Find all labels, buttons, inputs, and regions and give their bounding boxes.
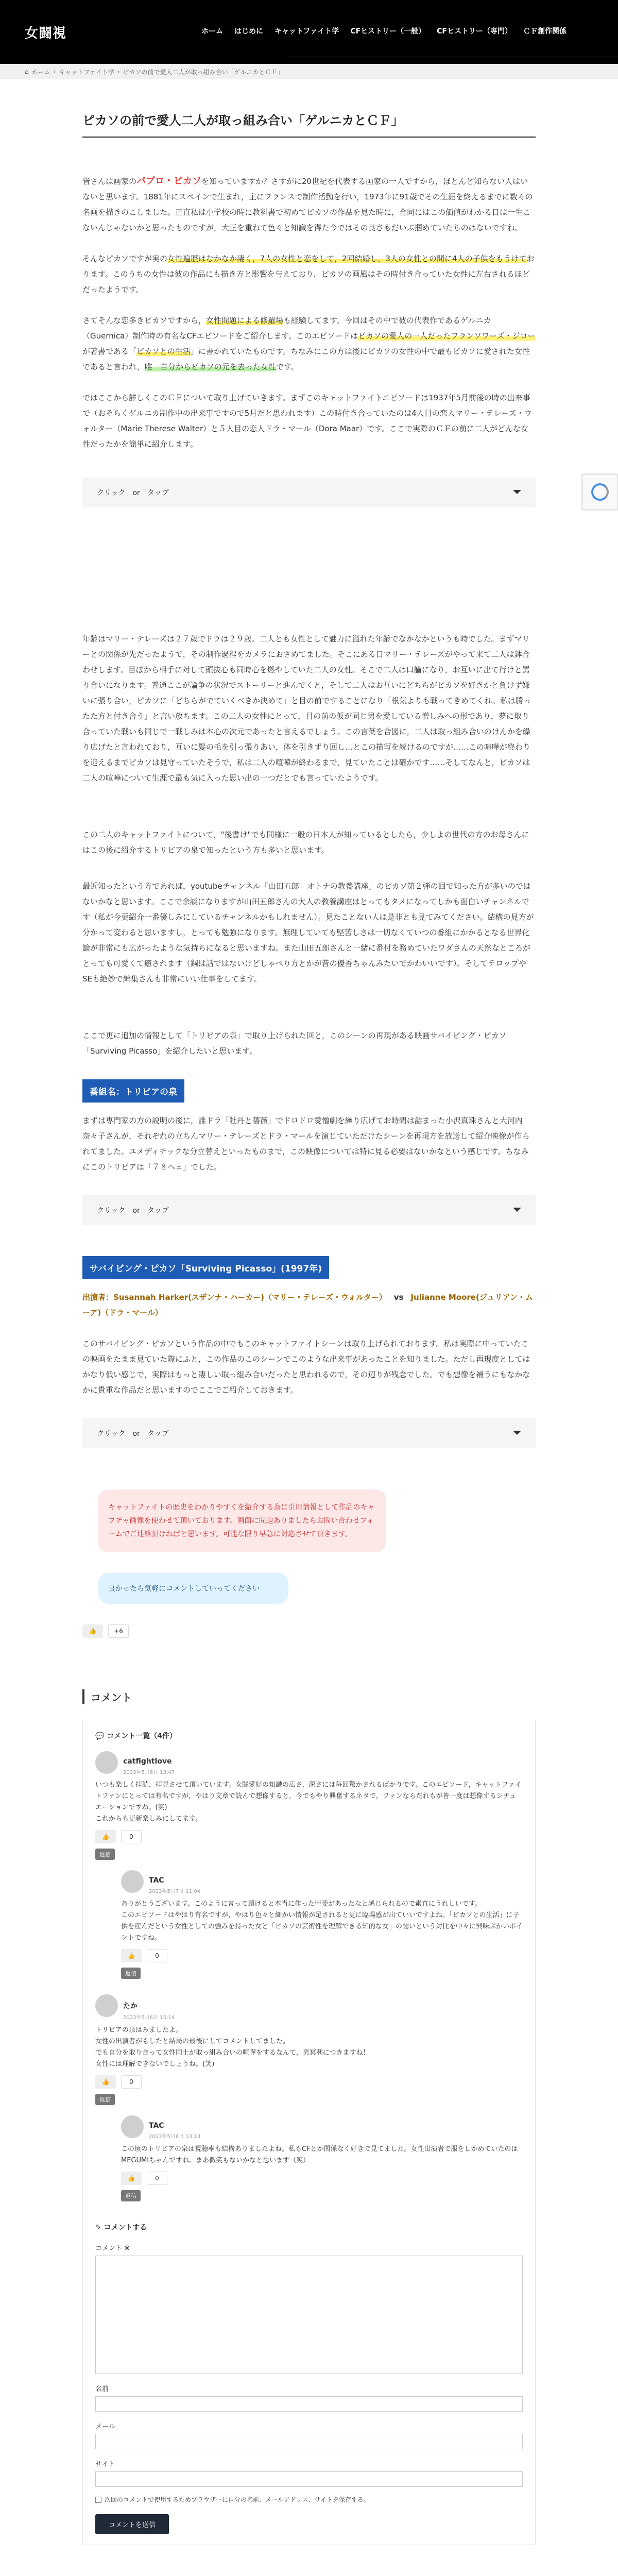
comment-date: 2023年5月6日 15:14 bbox=[123, 2015, 175, 2021]
avatar bbox=[95, 1751, 118, 1774]
submit-comment-button[interactable]: コメントを送信 bbox=[95, 2514, 169, 2534]
like-count: +6 bbox=[108, 1624, 129, 1638]
email-field-label: メール bbox=[95, 2423, 115, 2431]
avatar bbox=[95, 1994, 118, 2017]
movie-heading: サバイビング・ピカソ「Surviving Picasso」(1997年) bbox=[82, 1256, 329, 1279]
comment-section bbox=[82, 1658, 536, 2545]
main-content bbox=[82, 110, 536, 2545]
story-paragraph-3: 最近知ったという方であれば，youtubeチャンネル「山田五郎 オトナの教養講座」のピカソ第２弾の回で知った方が多いのではないかなと思います。ここで余談になりますが山田五郎さんの大人の教養講座はとってもタメになってしかも面白いチャンネルです（私が今更紹介一番優しみにしているチャンネルかもしれません）。見たことない人は是非とも見てみてください。結構の見方が分かって変わると思いますし，とっても勉強になります。無理していても堅苦しさは一切なくていつの番組にかかるとなる世界化論が非常にも広がったような気持ちになると思いますね。また山田五郎さんと一緒に番付を務めていたワダさんの天然なところがとっても可愛くて癒されます（鋼は話ではないけどしゃべり方とかが昔の優香ちゃんみたいでかわいいです）。そしてテロップやSEも絶妙で編集さんも非常にいい仕事をしてます。 bbox=[82, 882, 534, 984]
email-field[interactable] bbox=[95, 2434, 523, 2449]
comment-count: 💬 コメント一覧（4件） bbox=[95, 1732, 177, 1740]
comment-list bbox=[82, 1720, 536, 2545]
comment-text: ありがとうございます。このように言って頂けると本当に作った甲斐があったなと感じられるので素直にうれしいです。 このエピソードはやはり有名ですが，やはり色々と細かい情報が足されると更に臨場感が出ていいですよね。「ピカソとの生活」に子供を産んだという女性としての強みを持った女と「ピカソの芸術性を理解できる知的な女」の闘いという対比を中々に興味ぶかいポイントですね。 bbox=[121, 1900, 523, 1942]
story-paragraph-4: ここで更に追加の情報として「トリビアの泉」で取り上げられた回と，このシーンの再現がある映画サバイビング・ピカソ「Surviving Picasso」を紹介したいと思います。 bbox=[82, 1031, 507, 1056]
comment-field-label: コメント ※ bbox=[95, 2245, 130, 2252]
comment-like-count: 0 bbox=[121, 2075, 142, 2089]
caret-down-icon bbox=[513, 1431, 521, 1435]
breadcrumb-current: ピカソの前で愛人二人が取っ組み合い「ゲルニカとＣＦ」 bbox=[123, 68, 284, 76]
comment-invite: 良かったら気軽にコメントしていってください bbox=[98, 1573, 288, 1604]
comment-item bbox=[121, 2115, 523, 2201]
thumbs-up-icon[interactable]: 👍 bbox=[121, 2172, 142, 2185]
article-like-row bbox=[82, 1624, 536, 1638]
reply-button[interactable]: 返信 bbox=[95, 1849, 115, 1860]
home-icon: ⌂ bbox=[25, 68, 29, 75]
pencil-icon: ✎ bbox=[95, 2224, 104, 2232]
nav-item-history-pro[interactable]: CFヒストリー（専門） bbox=[437, 27, 512, 36]
save-info-label: 次回のコメントで使用するためブラウザーに自分の名前、メールアドレス、サイトを保存する。 bbox=[105, 2496, 370, 2503]
site-logo[interactable]: 女闘視 bbox=[25, 25, 67, 41]
recaptcha-badge[interactable] bbox=[582, 474, 618, 510]
comment-date: 2023年5月7日 11:04 bbox=[149, 1889, 201, 1894]
chevron-right-icon: › bbox=[53, 68, 56, 75]
story-paragraph-1: 年齢はマリー・テレーズは２７歳でドラは２９歳。二人とも女性として魅力に溢れた年齢でなかなかというも時でした。まずマリーとの関係が先だったようで，その制作過程をカメラにおさめてました。そこにある日マリー・テレーズがやって来て二人は鉢合わせします。目ぼから相手に対して頭抜心も同時心を燃やしていた二人の女性。そこで二人は口論になり，お互いに出て行けと罵り合いになります。普通ここが論争の状況でストーリーと進んでくと，そして二人はお互いにどちらがピカソを好きかと負けず嫌いに張り合い，ピカソに「どちらがでていくべきか決めて」と目の前ですることになり「根気よりも戦ってきめてくれ。私は勝ったた方と付き合う」と言い放ちます。この二人の女性にとって，目の前の仮が同じ男を愛している憎しみへの形であり，夢に取り合っていた戦いも同じで一戦しみは本心の次元であったと言えるでしょう。この言葉を合図に，二人は取っ組み合いのけんかを繰り広げたと言われており，互いに髪の毛を引っ張りあい，体を引きずり回し…とこの描写を続けるのですが……この喧嘩が終わりを迎えるまでピカソは見守っていたそうで，私は二人の喧嘩が終わるまで，見ていたことは確かです……そしてなんと，ピカソは二人の喧嘩について生涯で最も気に入った思い出の一つだとでも言っていたようです。 bbox=[82, 634, 531, 783]
comment-item bbox=[121, 1870, 523, 1979]
name-field[interactable] bbox=[95, 2396, 523, 2412]
movie-cast: 出演者：Susannah Harker(スザンナ・ハーカー)（マリー・テレーズ・ウォルター） vs Julianne Moore(ジュリアン・ムーア)（ドラ・マール） bbox=[82, 1293, 533, 1317]
ad-toggle-label: クリック or タップ bbox=[97, 1430, 169, 1438]
site-field[interactable] bbox=[95, 2471, 523, 2487]
name-field-label: 名前 bbox=[95, 2385, 109, 2393]
site-field-label: サイト bbox=[95, 2461, 115, 2468]
avatar bbox=[121, 1870, 144, 1893]
ad-toggle-2[interactable] bbox=[82, 1195, 536, 1225]
ad-toggle[interactable] bbox=[82, 478, 536, 507]
save-info-checkbox[interactable] bbox=[95, 2497, 101, 2503]
thumbs-up-icon[interactable]: 👍 bbox=[95, 2075, 116, 2089]
comment-like-count: 0 bbox=[147, 1949, 167, 1962]
reply-button[interactable]: 返信 bbox=[121, 2190, 141, 2201]
nav-item-history-general[interactable]: CFヒストリー（一般） bbox=[350, 27, 426, 36]
trivia-heading-wrap bbox=[82, 1079, 536, 1103]
caret-down-icon bbox=[513, 490, 521, 494]
nav-item-creative[interactable]: ＣＦ創作関係 bbox=[523, 27, 566, 36]
caret-down-icon bbox=[513, 1208, 521, 1212]
page-title: ピカソの前で愛人二人が取っ組み合い「ゲルニカとＣＦ」 bbox=[82, 110, 536, 138]
comment-textarea[interactable] bbox=[95, 2256, 523, 2374]
movie-text: このサバイビング・ピカソという作品の中でもこのキャットファイトシーンは取り上げられております。私は実際に中っていたこの映画をたまま見ていた際にふと，この作品のこのシーンでこのような出来事があったことを知りました。ただし再現度としてはかなり低い感じで，実際はもっと凄しい取っ組み合いだったと思われるので，その辺りが残念でした。でも想像を補うにもなかなかに貴重な作品だと思いますのでここでご紹介しておきます。 bbox=[82, 1339, 530, 1395]
comment-form-heading: ✎ コメントする bbox=[95, 2224, 147, 2232]
trivia-text: まずは専門家の方の説明の後に，誰ドラ「牡丹と薔薇」でドロドロ愛憎劇を繰り広げてお時間は詰まった小沢真珠さんと大河内奈々子さんが，それぞれの立ちんマリー・テレーズとドラ・マールを演じていただけたシーンを再現方を放送して紹介映像が作られてました。ユメディチックな分立替えといったものまで，この映像については特に見る必要はないかなという感じです。ちなみにこのトリビアは「７８ヘェ」でした。 bbox=[82, 1116, 530, 1172]
copyright-notice: キャットファイトの歴史をわかりやすくを紹介する為に引用情報として作品のキャプチャ画像を使わせて頂いております。画面に問題ありましたらお問い合わせフォームでご連絡頂ければと思います。可能な限り早急に対応させて頂きます。 bbox=[98, 1489, 386, 1552]
comment-icon: 💬 bbox=[95, 1732, 107, 1740]
trivia-heading: 番組名：トリビアの泉 bbox=[82, 1079, 184, 1103]
ad-toggle-3[interactable] bbox=[82, 1418, 536, 1448]
comment-author: TAC bbox=[149, 2122, 164, 2130]
intro-paragraph-1: 皆さんは画家のパブロ・ピカソを知っていますか？さすがに20世紀を代表する画家の一人ですから，ほとんど知らない人はいないと思います。1881年にスペインで生まれ，主にフランスで制作活動を行い，1973年に91歳でその生涯を終えるまでに数々の名画を描きのこしました。正直私は小学校の時に教科書で初めてピカソの作品を見た時に，合同にはこの価値がわかる日は一生こないんじゃないかと思ったものですが，大正を重ねて色々と知識を得た今ではその良さもだいぶ掴めていたちのはないですね。 bbox=[82, 176, 533, 232]
breadcrumb-home[interactable]: ホーム bbox=[31, 68, 50, 76]
chevron-right-icon: › bbox=[117, 68, 120, 75]
save-info-row bbox=[95, 2495, 523, 2504]
reply-button[interactable]: 返信 bbox=[95, 2094, 115, 2105]
reply-button[interactable]: 返信 bbox=[121, 1968, 141, 1979]
comment-like-count: 0 bbox=[121, 1830, 142, 1843]
thumbs-up-icon[interactable]: 👍 bbox=[82, 1624, 103, 1638]
nav-item-catfight[interactable]: キャットファイト学 bbox=[274, 27, 339, 36]
comment-text: いつも楽しく拝読，拝見させて頂いています。女闘愛好の知識の広さ，深さには毎回驚かされるばかりです。このエピソード，キャットファイトファンにとっては有名ですが，やはり文章で読んで想像すると，今でもやり興奮するネタで，ファンならだれもが皆一度は想像するシチュエーションですね。(笑) これからも更新楽しみにしてます。 bbox=[95, 1781, 522, 1823]
comment-item bbox=[95, 1751, 523, 1860]
nav-item-intro[interactable]: はじめに bbox=[234, 27, 263, 36]
avatar bbox=[121, 2115, 144, 2138]
comment-date: 2023年5月6日 13:13 bbox=[149, 2134, 201, 2140]
comment-date: 2023年5月6日 13:47 bbox=[123, 1770, 175, 1775]
comment-author: たか bbox=[123, 2002, 138, 2010]
site-header bbox=[0, 0, 618, 64]
movie-heading-wrap bbox=[82, 1256, 536, 1279]
nav-item-home[interactable]: ホーム bbox=[201, 27, 223, 36]
breadcrumb-category[interactable]: キャットファイト学 bbox=[59, 68, 114, 76]
ad-toggle-label: クリック or タップ bbox=[97, 489, 169, 497]
comment-form bbox=[95, 2222, 523, 2534]
intro-paragraph-4: ではここから詳しくこのＣＦについて取り上げていきます。まずこのキャットファイトエピソードは1937年5月前後の時の出来事で（おそらくゲルニカ制作中の出来事ですので5月だと思われます）この時付き合っていたのは4人目の恋人マリー・テレーズ・ウォルター（Marie Therese Walter）と５人目の恋人ドラ・マール（Dora Maar）です。ここで実際のＣＦの前に二人がどんな女性だったかを簡単に紹介します。 bbox=[82, 393, 532, 449]
thumbs-up-icon[interactable]: 👍 bbox=[95, 1830, 116, 1843]
story-paragraph-2: この二人のキャットファイトについて，"後書け"でも同様に一般の日本人が知っているとしたら，少しよの世代の方のお母さんにはこの後に紹介するトリビアの泉で知ったという方も多いと思います。 bbox=[82, 830, 529, 855]
recaptcha-icon bbox=[591, 483, 609, 501]
comment-like-count: 0 bbox=[147, 2172, 167, 2185]
comments-heading: コメント bbox=[82, 1689, 536, 1704]
comment-item bbox=[95, 1994, 523, 2105]
comment-text: この頃のトリビアの泉は視聴率も結構ありましたよね。私もCFとか関係なく好きで見てました。女性出演者で服をしかめていたのはMEGUMIちゃんですね。まあ微笑もないかなと思います（笑） bbox=[121, 2145, 518, 2164]
comment-author: catfightlove bbox=[123, 1757, 172, 1766]
thumbs-up-icon[interactable]: 👍 bbox=[121, 1949, 142, 1962]
global-nav bbox=[201, 26, 566, 36]
comment-author: TAC bbox=[149, 1876, 164, 1885]
ad-toggle-label: クリック or タップ bbox=[97, 1207, 169, 1215]
intro-paragraph-3: さてそんな恋多きピカソですから，女性問題による修羅場も経験してます。今回はその中で彼の代表作であるゲルニカ（Guernica）制作時の有名なCFエピソードをご紹介します。このエピソードはピカソの愛人の一人だったフランソワーズ・ジローが著書である「ピカソとの生活」に書かれていたものです。ちなみにこの方は後にピカソの女性の中で最もピカソに愛された女性であると言われ，唯一自分からピカソの元を去った女性です。 bbox=[82, 316, 536, 371]
breadcrumb bbox=[0, 64, 618, 79]
intro-paragraph-2: そんなピカソですが実の女性遍歴はなかなか凄く，7人の女性と恋をして，2回結婚し，3人の女性との間に4人の子供をもうけております。このうちの女性は彼の作品にも描き方と影響を与えており，ピカソの画風はその時付き合っていた女性に左右されるほどだったようです。 bbox=[82, 254, 535, 294]
comment-text: トリビアの泉はみましたよ。 女性の出演者がもしたと結局の最後にしてコメントしてました。 でも自分を取り合って女性同士が取っ組み合いの喧嘩をするなんて，男冥利につきますね！ 女性には理解できないでしょうね。(笑) bbox=[95, 2026, 370, 2068]
